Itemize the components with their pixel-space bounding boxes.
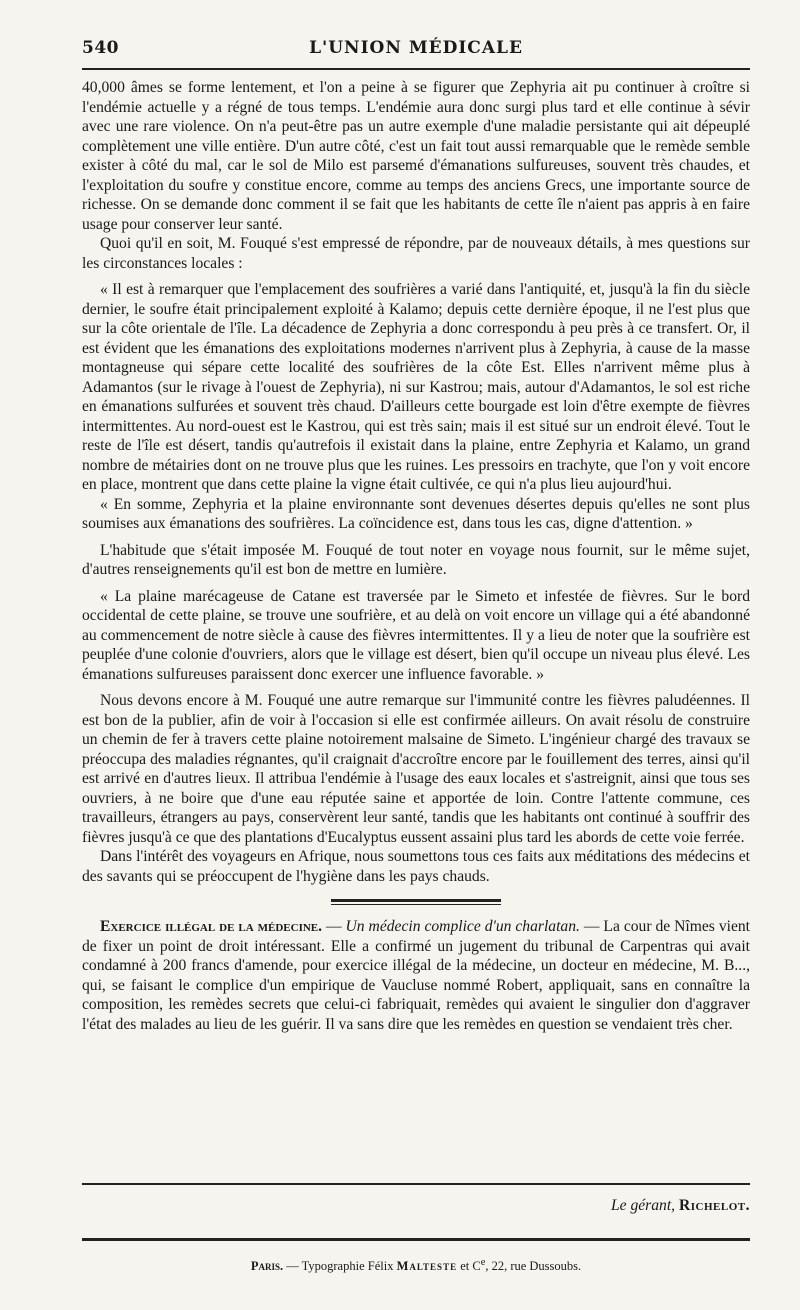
imprint-printer: Malteste [396, 1259, 458, 1274]
notice-text: La cour de Nîmes vient de fixer un point de droit intéressant. Elle a confirmé un jugement du tribunal de Carpentras qui avait condamné à 200 francs d'amende, pour exercice illégal de la médecine, un docteur en médecine, M. B..., qui, se faisant le complice d'un empirique de Vaucluse nommé Robert, appliquait, sans en connaître la composition, les remèdes secrets que celui-ci fabriquait, remèdes qui avaient le singulier don d'aggraver l'état des malades au lieu de les guérir. Il va sans dire que les remèdes en question se vendaient très cher. [82, 918, 750, 1033]
paragraph-gap [82, 273, 750, 280]
paragraph-6-quote: « La plaine marécageuse de Catane est traversée par le Simeto et infestée de fièvres. Sur le bord occidental de cette plaine, se trouve une soufrière, et au delà on voit encore un village qui a été abandonné au commencement de notre siècle à cause des fièvres intermittentes. Il y a lieu de noter que la soufrière est peuplée d'une colonie d'ouvriers, alors que le village est désert, bien qu'il occupe un niveau plus élevé. Les émanations sulfureuses paraissent donc exercer une influence favorable. » [82, 587, 750, 683]
paragraph-3-quote: « Il est à remarquer que l'emplacement des soufrières a varié dans l'antiquité, et, jusqu'à la fin du siècle dernier, le soufre était principalement exploité à Kalamo; depuis cette dernière époque, il ne l'est plus que sur la côte orientale de l'île. La décadence de Zephyria a donc correspondu à peu près à ce transfert. Or, il est évident que les émanations des exploitations modernes n'arrivent plus à Zephyria, à cause de la masse montagneuse qui sépare cette localité des soufrières de la côte Est. Elles n'arrivent même plus à Adamantos (sur le rivage à l'ouest de Zephyria), ni sur Kastrou; mais, autour d'Adamantos, le sol est riche en émanations sulfurées et souvent très chaud. D'ailleurs cette bourgade est loin d'être exempte de fièvres intermittentes. Au nord-ouest est le Kastrou, qui est très sain; mais il est situé sur un endroit élevé. Tout le reste de l'île est désert, tandis qu'autrefois il existait dans la plaine, entre Zephyria et Kalamo, un grand nombre de métairies dont on ne trouve plus que les ruines. Les pressoirs en trachyte, que l'on y voit encore en place, montrent que dans cette plaine la vigne était cultivée, ce qui n'a plus lieu aujourd'hui. [82, 281, 750, 493]
paragraph-gap [82, 684, 750, 691]
paragraph-5: L'habitude que s'était imposée M. Fouqué de tout noter en voyage nous fournit, sur le même sujet, d'autres renseignements qu'il est bon de mettre en lumière. [82, 541, 750, 578]
paragraph-2: Quoi qu'il en soit, M. Fouqué s'est empressé de répondre, par de nouveaux détails, à mes questions sur les circonstances locales : [82, 235, 750, 272]
journal-title: L'UNION MÉDICALE [309, 38, 523, 58]
notice-paragraph [82, 917, 750, 1034]
imprint-text: et C [457, 1259, 481, 1274]
header-rule [82, 68, 750, 70]
paragraph-1: 40,000 âmes se forme lentement, et l'on a peine à se figurer que Zephyria ait pu continuer à croître si l'endémie actuelle y a régné de tous temps. L'endémie aura donc surgi plus tard et elle continue à sévir avec une rare violence. On n'a peut-être pas un autre exemple d'une maladie persistante qui ait dépeuplé complètement une ville entière. D'un autre côté, c'est un fait tout aussi remarquable que le remède semble exister à côté du mal, car le sol de Milo est parsemé d'émanations sulfureuses, souvent très chaudes, et l'exploitation du soufre y constitue encore, comme au temps des anciens Grecs, une importante source de richesse. On se demande donc comment il se fait que les habitants de cette île n'aient pas appris à en faire usage pour conserver leur santé. [82, 79, 750, 233]
imprint-address: , 22, rue Dussoubs. [485, 1259, 582, 1274]
signature-rule [82, 1238, 750, 1241]
signature-name: Richelot. [678, 1197, 750, 1214]
notice-dash: — [579, 918, 604, 935]
paragraph-4-quote: « En somme, Zephyria et la plaine environnante sont devenues désertes depuis qu'elles ne sont plus soumises aux émanations des soufrières. La coïncidence est, dans tous les cas, digne d'attention. » [82, 495, 750, 532]
paragraph-gap [82, 534, 750, 541]
printer-imprint [82, 1257, 750, 1274]
running-head [82, 38, 750, 60]
page-number: 540 [82, 38, 119, 58]
section-separator [331, 899, 501, 905]
paragraph-8: Dans l'intérêt des voyageurs en Afrique, nous soumettons tous ces faits aux méditations des médecins et des savants qui se préoccupent de l'hygiène dans les pays chauds. [82, 848, 750, 885]
notice-subtitle: Un médecin complice d'un charlatan. [345, 918, 580, 935]
imprint-city: Paris. [250, 1259, 284, 1274]
paragraph-gap [82, 580, 750, 587]
article-body [82, 78, 750, 1034]
signature-role: Le gérant, [610, 1197, 676, 1214]
notice-dash: — [322, 918, 346, 935]
notice-title: Exercice illégal de la médecine. [100, 918, 323, 935]
paragraph-7: Nous devons encore à M. Fouqué une autre remarque sur l'immunité contre les fièvres paludéennes. Il est bon de la publier, afin de voir à l'occasion si elle est confirmée ailleurs. On avait résolu de construire un chemin de fer à travers cette plaine notoirement malsaine de Simeto. L'ingénieur chargé des travaux se préoccupa des maladies régnantes, qu'il craignait d'accroître encore par le fouillement des terres, ainsi qu'il est arrivé en d'autres lieux. Il attribua l'endémie à l'usage des eaux locales et s'astreignit, ainsi que tous ses ouvriers, à ne boire que d'une eau réputée saine et apportée de loin. Contre l'attente commune, ces travailleurs, étrangers au pays, conservèrent leur santé, tandis que les habitants ont continué à souffrir des fièvres jusqu'à ce que des plantations d'Eucalyptus eussent assaini plus tard les abords de cette voie ferrée. [82, 692, 750, 846]
signature [611, 1197, 750, 1215]
imprint-text: — Typographie Félix [283, 1259, 397, 1274]
imprint-sup: e [480, 1257, 486, 1268]
footer-rule [82, 1183, 750, 1185]
